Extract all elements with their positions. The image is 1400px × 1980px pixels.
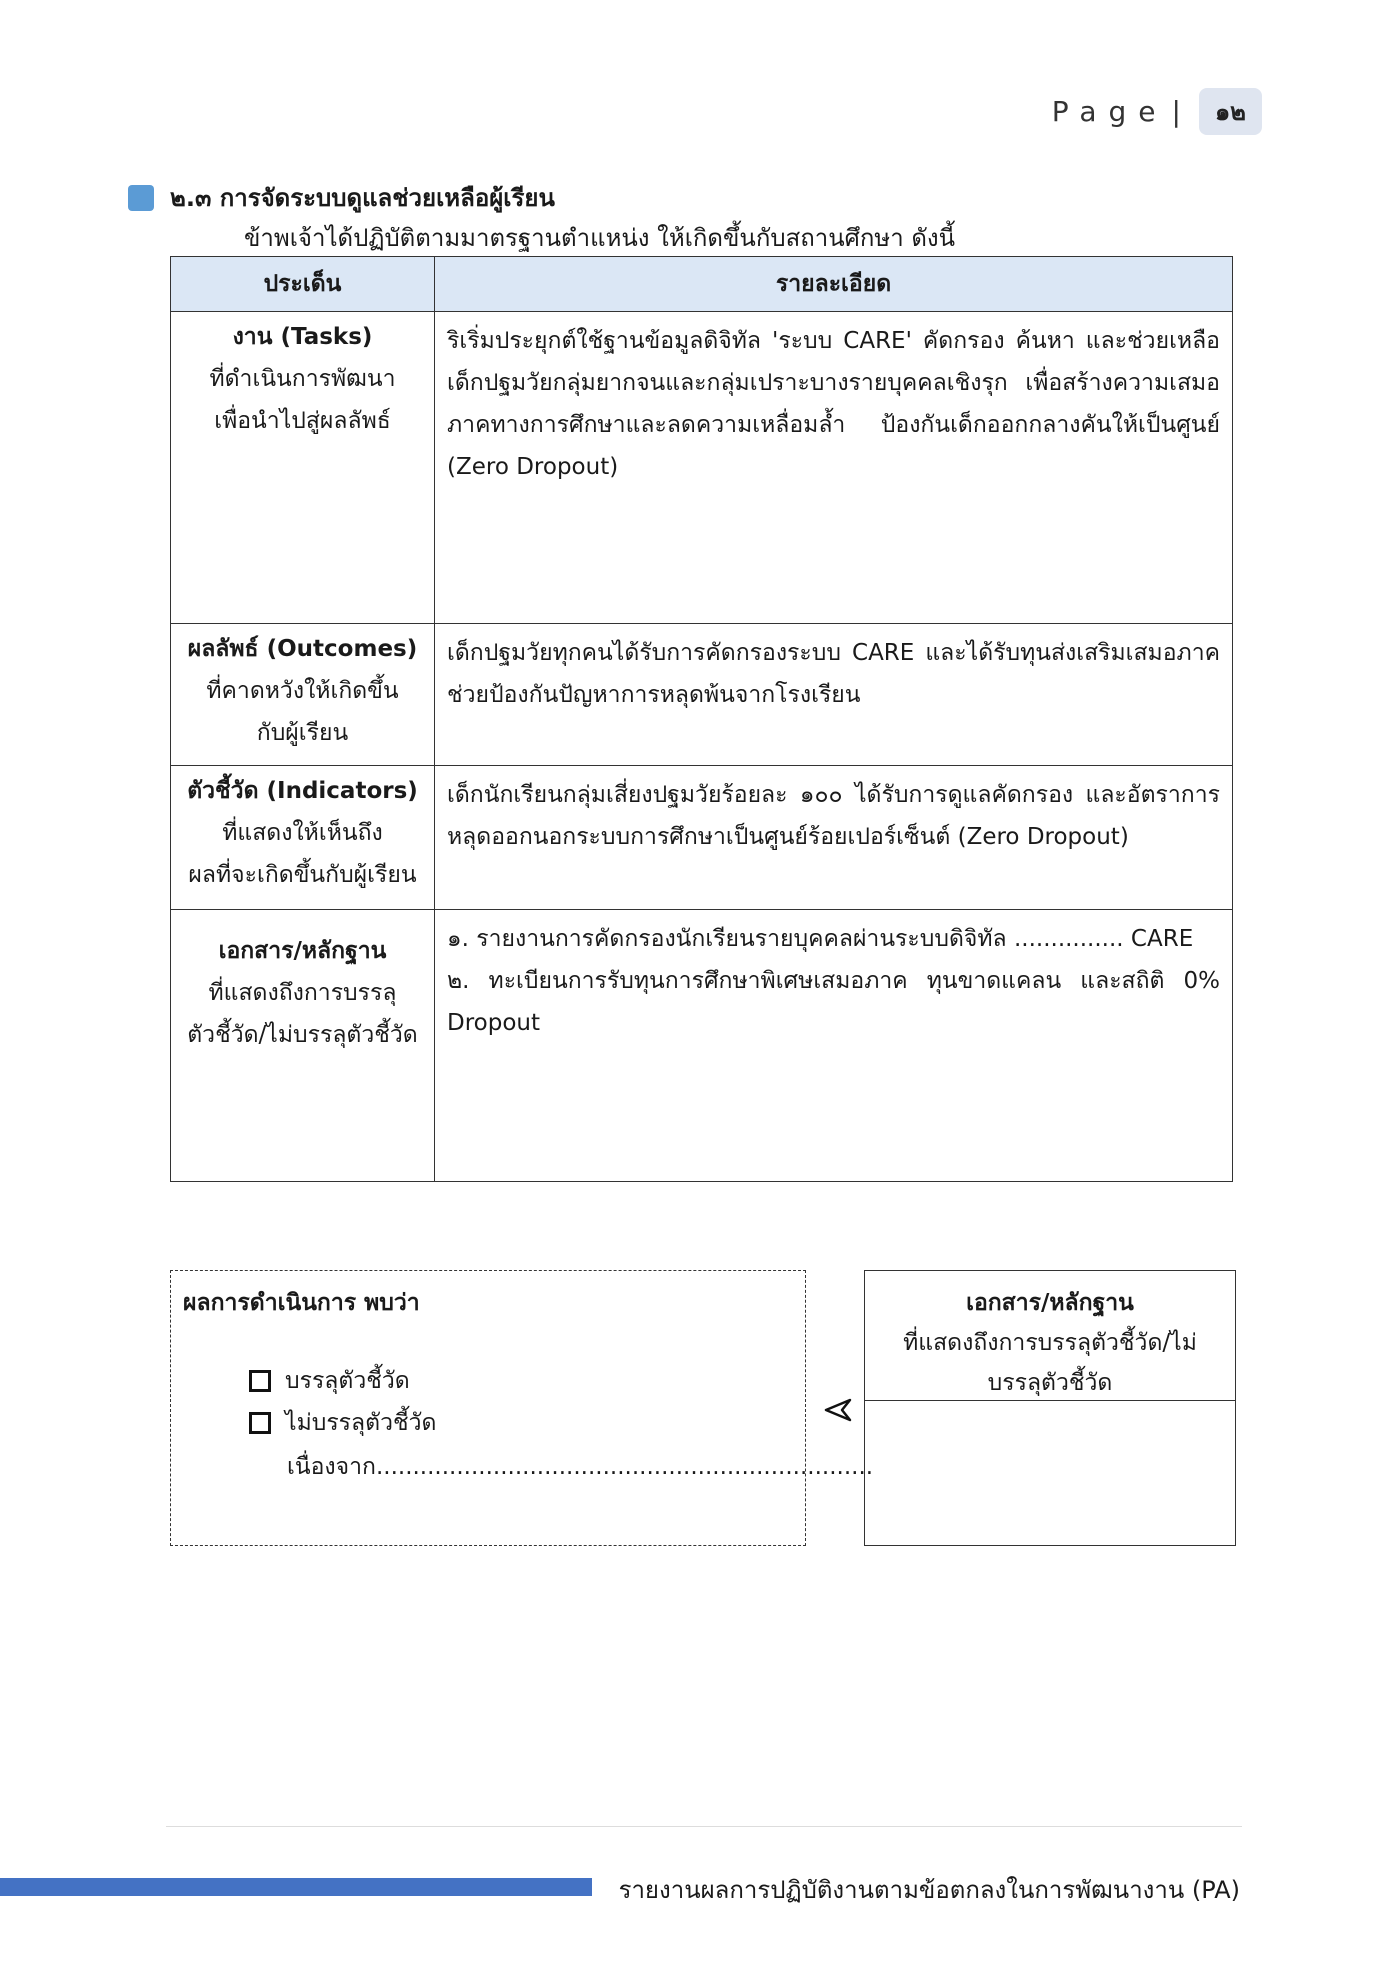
result-box — [170, 1270, 874, 1546]
row-label-line: ที่คาดหวังให้เกิดขึ้น — [206, 678, 399, 704]
row-label-line: เพื่อนำไปสู่ผลลัพธ์ — [214, 408, 391, 434]
row-label-title: ตัวชี้วัด (Indicators) — [187, 778, 418, 804]
page-separator: | — [1171, 95, 1181, 128]
evidence-title: เอกสาร/หลักฐาน — [966, 1290, 1134, 1316]
table-row-evidence — [171, 910, 1233, 1182]
table-row-tasks — [171, 312, 1233, 624]
section-intro: ข้าพเจ้าได้ปฏิบัติตามมาตรฐานตำแหน่ง ให้เกิดขึ้นกับสถานศึกษา ดังนี้ — [244, 224, 956, 252]
option-not-achieved[interactable] — [249, 1405, 436, 1441]
row-label — [171, 624, 435, 766]
evidence-item: ๑. รายงานการคัดกรองนักเรียนรายบุคคลผ่านระบบดิจิทัล ............... CARE — [447, 926, 1194, 952]
row-label-line: ที่ดำเนินการพัฒนา — [209, 366, 396, 392]
checkbox-icon[interactable] — [249, 1412, 271, 1434]
row-label-line: ผลที่จะเกิดขึ้นกับผู้เรียน — [188, 862, 417, 888]
row-label-title: เอกสาร/หลักฐาน — [218, 938, 387, 964]
result-title: ผลการดำเนินการ พบว่า — [183, 1290, 420, 1316]
footer-text: รายงานผลการปฏิบัติงานตามข้อตกลงในการพัฒนางาน (PA) — [618, 1876, 1240, 1904]
section-title: ๒.๓ การจัดระบบดูแลช่วยเหลือผู้เรียน — [170, 184, 555, 212]
row-detail: ริเริ่มประยุกต์ใช้ฐานข้อมูลดิจิทัล 'ระบบ CARE' คัดกรอง ค้นหา และช่วยเหลือเด็กปฐมวัยกลุ่มยากจนและกลุ่มเปราะบางรายบุคคลเชิงรุก เพื่อสร้างความเสมอภาคทางการศึกษาและลดความเหลื่อมล้ำ ป้องกันเด็กออกกลางคันให้เป็นศูนย์ (Zero Dropout) — [435, 312, 1233, 624]
checkbox-icon[interactable] — [249, 1370, 271, 1392]
bullet-square-icon — [128, 185, 154, 211]
row-label — [171, 910, 435, 1182]
footer-accent-bar — [0, 1878, 592, 1896]
row-label-line: ที่แสดงถึงการบรรลุ — [208, 980, 397, 1006]
evidence-head — [865, 1271, 1235, 1401]
option-achieved[interactable] — [249, 1363, 410, 1399]
page-word: Page — [1051, 95, 1168, 128]
reason-line: เนื่องจาก.................................................................... — [287, 1454, 874, 1480]
row-detail: เด็กนักเรียนกลุ่มเสี่ยงปฐมวัยร้อยละ ๑๐๐ ได้รับการดูแลคัดกรอง และอัตราการหลุดออกนอกระบบการศึกษาเป็นศูนย์ร้อยเปอร์เซ็นต์ (Zero Dropout) — [435, 766, 1233, 910]
row-label-line: ที่แสดงให้เห็นถึง — [222, 820, 383, 846]
footer-divider — [166, 1826, 1242, 1827]
table-header-row — [171, 257, 1233, 312]
section-heading — [128, 178, 555, 217]
arrow-left-icon — [822, 1394, 854, 1426]
row-detail — [435, 910, 1233, 1182]
row-detail: เด็กปฐมวัยทุกคนได้รับการคัดกรองระบบ CARE และได้รับทุนส่งเสริมเสมอภาค ช่วยป้องกันปัญหาการหลุดพ้นจากโรงเรียน — [435, 624, 1233, 766]
page-header — [1052, 88, 1262, 135]
header-issue: ประเด็น — [171, 257, 435, 312]
row-label-line: ตัวชี้วัด/ไม่บรรลุตัวชี้วัด — [187, 1022, 418, 1048]
page-number: ๑๒ — [1199, 88, 1262, 135]
header-detail: รายละเอียด — [435, 257, 1233, 312]
standards-table — [170, 256, 1233, 1182]
option-achieved-label: บรรลุตัวชี้วัด — [285, 1368, 410, 1394]
row-label-title: งาน (Tasks) — [232, 324, 373, 350]
evidence-item: ๒. ทะเบียนการรับทุนการศึกษาพิเศษเสมอภาค ทุนขาดแคลน และสถิติ 0% Dropout — [447, 968, 1220, 1036]
row-label — [171, 312, 435, 624]
row-label-line: กับผู้เรียน — [256, 720, 349, 746]
row-label-title: ผลลัพธ์ (Outcomes) — [187, 636, 418, 662]
row-label — [171, 766, 435, 910]
evidence-subtitle: ที่แสดงถึงการบรรลุตัวชี้วัด/ไม่บรรลุตัวชี้วัด — [903, 1330, 1197, 1396]
table-row-indicators — [171, 766, 1233, 910]
evidence-box — [864, 1270, 1236, 1546]
option-not-achieved-label: ไม่บรรลุตัวชี้วัด — [285, 1410, 437, 1436]
table-row-outcomes — [171, 624, 1233, 766]
